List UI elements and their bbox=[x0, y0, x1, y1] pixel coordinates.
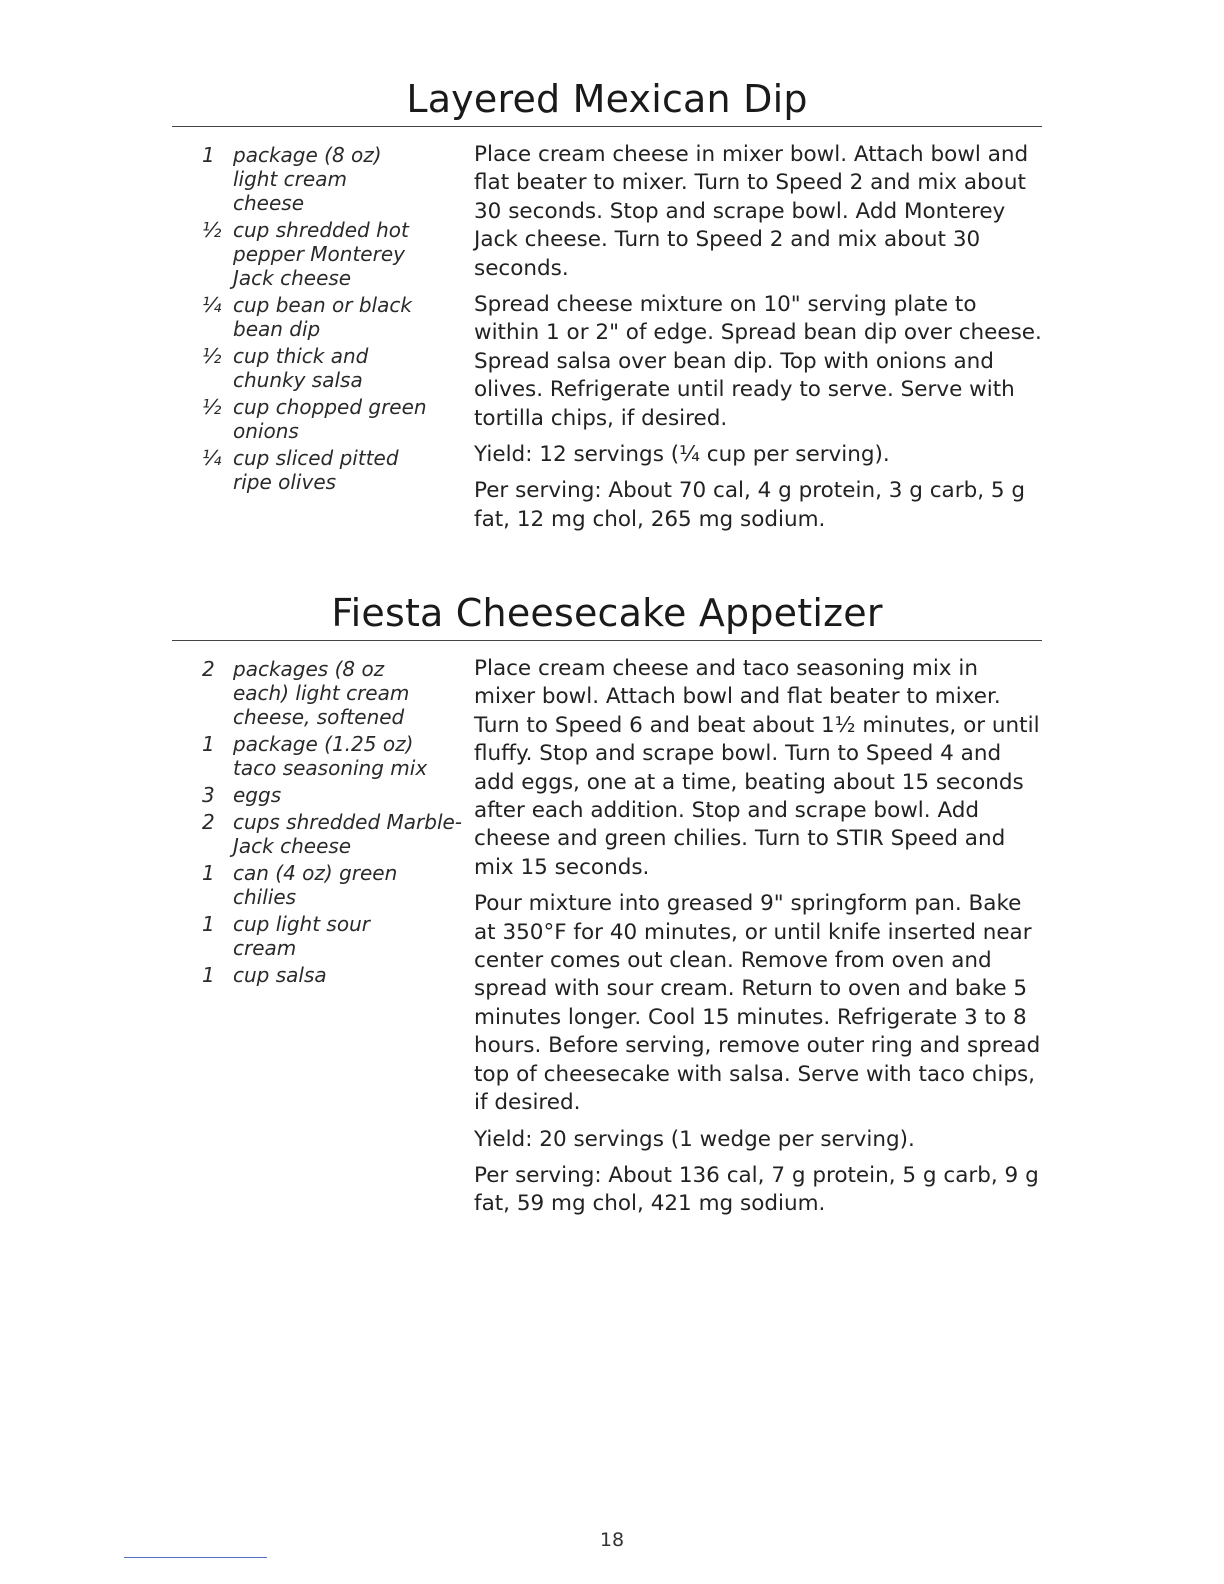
ingredient-item bbox=[202, 912, 393, 960]
yield-text: Yield: 20 servings (1 wedge per serving). bbox=[474, 1126, 915, 1152]
direction-paragraph: Place cream cheese in mixer bowl. Attach bowl and flat beater to mixer. Turn to Speed 2 and mix about 30 seconds. Stop and scrape bowl. Add Monterey Jack cheese. Turn to Speed 2 and mix about 30 seconds. bbox=[474, 142, 1029, 281]
ingredient-text: cup chopped green onions bbox=[233, 395, 427, 443]
ingredient-quantity: 2 bbox=[202, 810, 215, 834]
ingredient-quantity: ½ bbox=[202, 344, 222, 368]
ingredient-item bbox=[202, 783, 463, 807]
ingredient-item bbox=[202, 446, 433, 494]
ingredient-text: cup salsa bbox=[233, 963, 327, 987]
ingredient-text: package (1.25 oz) taco seasoning mix bbox=[233, 732, 428, 780]
ingredient-text: can (4 oz) green chilies bbox=[233, 861, 398, 909]
ingredient-text: eggs bbox=[233, 783, 282, 807]
ingredient-list bbox=[202, 143, 472, 497]
ingredient-item bbox=[202, 143, 411, 215]
title-rule bbox=[172, 640, 1042, 641]
footer-rule bbox=[124, 1557, 267, 1558]
ingredient-text: cup thick and chunky salsa bbox=[233, 344, 369, 392]
ingredient-quantity: ½ bbox=[202, 395, 222, 419]
ingredient-item bbox=[202, 293, 433, 341]
ingredient-quantity: ½ bbox=[202, 218, 222, 242]
directions bbox=[474, 655, 1044, 1227]
ingredient-text: cup sliced pitted ripe olives bbox=[233, 446, 399, 494]
ingredient-quantity: 2 bbox=[202, 657, 215, 681]
ingredient-item bbox=[202, 344, 411, 392]
directions bbox=[474, 141, 1044, 542]
ingredient-quantity: ¼ bbox=[202, 446, 222, 470]
recipe-fiesta-cheesecake-appetizer bbox=[172, 586, 1042, 1217]
direction-paragraph: Spread cheese mixture on 10" serving plate to within 1 or 2" of edge. Spread bean dip over cheese. Spread salsa over bean dip. Top with onions and olives. Refrigerate until ready to serve. Serve with tortilla chips, if desired. bbox=[474, 292, 1042, 431]
title-rule bbox=[172, 126, 1042, 127]
direction-paragraph: Place cream cheese and taco seasoning mix in mixer bowl. Attach bowl and flat beater to mixer. Turn to Speed 6 and beat about 1½ minutes, or until fluffy. Stop and scrape bowl. Turn to Speed 4 and add eggs, one at a time, beating about 15 seconds after each addition. Stop and scrape bowl. Add cheese and green chilies. Turn to STIR Speed and mix 15 seconds. bbox=[474, 656, 1040, 880]
direction-paragraph: Pour mixture into greased 9" springform pan. Bake at 350°F for 40 minutes, or until knife inserted near center comes out clean. Remove from oven and spread with sour cream. Return to oven and bake 5 minutes longer. Cool 15 minutes. Refrigerate 3 to 8 hours. Before serving, remove outer ring and spread top of cheesecake with salsa. Serve with taco chips, if desired. bbox=[474, 891, 1041, 1116]
ingredient-quantity: ¼ bbox=[202, 293, 222, 317]
ingredient-quantity: 1 bbox=[202, 732, 215, 756]
ingredient-quantity: 1 bbox=[202, 912, 215, 936]
nutrition-text: Per serving: About 70 cal, 4 g protein, 3 g carb, 5 g fat, 12 mg chol, 265 mg sodium. bbox=[474, 478, 1026, 532]
nutrition-text: Per serving: About 136 cal, 7 g protein, 5 g carb, 9 g fat, 59 mg chol, 421 mg sodium. bbox=[474, 1162, 1039, 1217]
yield-text: Yield: 12 servings (¼ cup per serving). bbox=[474, 442, 890, 468]
ingredient-list bbox=[202, 657, 472, 990]
ingredient-item bbox=[202, 395, 463, 443]
recipe-title: Layered Mexican Dip bbox=[406, 77, 808, 121]
ingredient-quantity: 3 bbox=[202, 783, 215, 807]
ingredient-quantity: 1 bbox=[202, 143, 215, 167]
ingredient-text: packages (8 oz each) light cream cheese, softened bbox=[233, 657, 410, 729]
ingredient-item bbox=[202, 963, 433, 987]
ingredient-text: cup light sour cream bbox=[233, 912, 370, 960]
ingredient-text: cups shredded Marble-Jack cheese bbox=[233, 810, 463, 858]
ingredient-text: cup shredded hot pepper Monterey Jack cheese bbox=[233, 218, 409, 290]
ingredient-text: cup bean or black bean dip bbox=[233, 293, 412, 341]
ingredient-item bbox=[202, 732, 463, 780]
ingredient-quantity: 1 bbox=[202, 861, 215, 885]
recipe-title: Fiesta Cheesecake Appetizer bbox=[331, 591, 883, 635]
ingredient-item bbox=[202, 810, 463, 858]
ingredient-item bbox=[202, 861, 411, 909]
page-number: 18 bbox=[599, 1529, 625, 1551]
ingredient-item bbox=[202, 657, 433, 729]
ingredient-item bbox=[202, 218, 411, 290]
ingredient-text: package (8 oz) light cream cheese bbox=[233, 143, 382, 215]
recipe-layered-mexican-dip bbox=[172, 72, 1042, 532]
ingredient-quantity: 1 bbox=[202, 963, 215, 987]
